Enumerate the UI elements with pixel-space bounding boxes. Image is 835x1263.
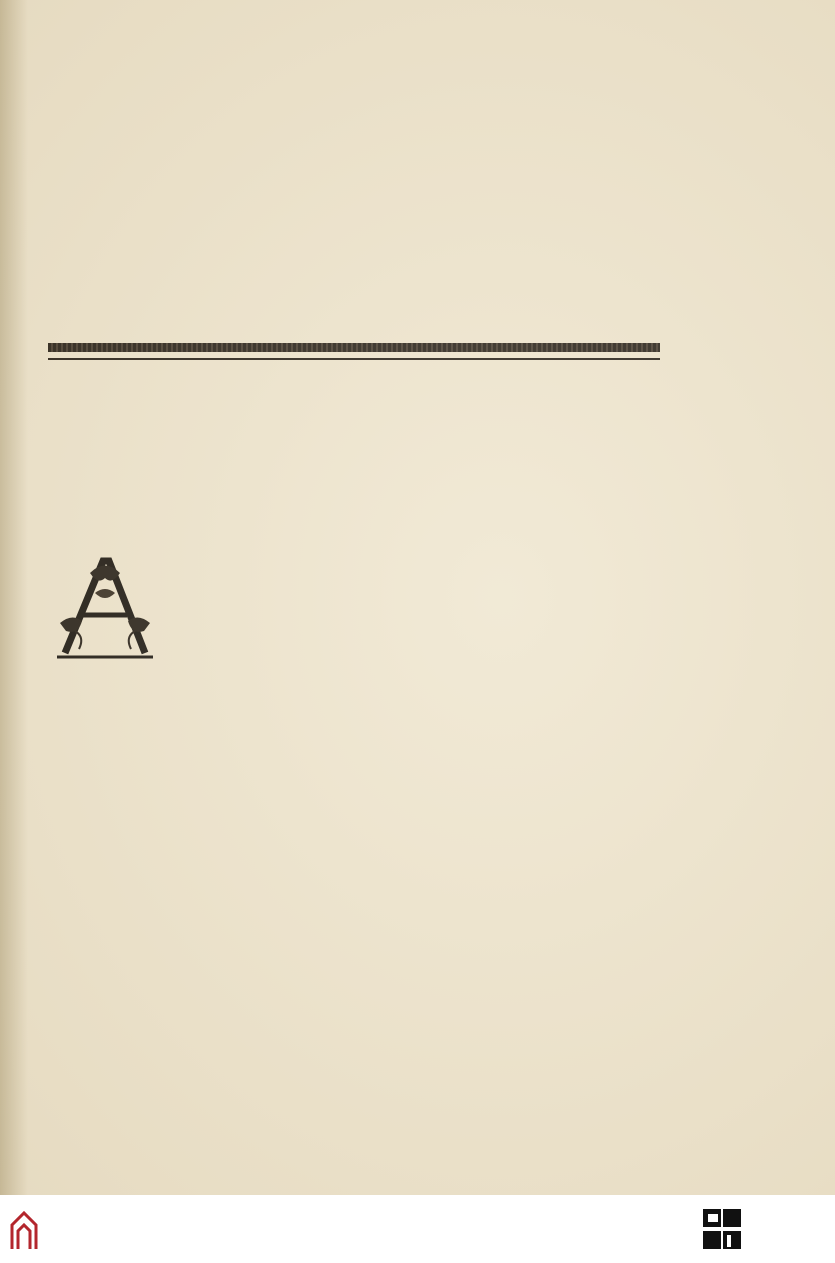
ornamental-rule — [48, 343, 660, 352]
footer-bar — [0, 1195, 835, 1263]
university-library-logo-icon — [8, 1211, 40, 1251]
getty-logo-icon — [703, 1209, 741, 1249]
decorated-initial-letter-image — [55, 553, 155, 663]
divider-rule — [48, 358, 660, 360]
running-header — [0, 66, 835, 90]
